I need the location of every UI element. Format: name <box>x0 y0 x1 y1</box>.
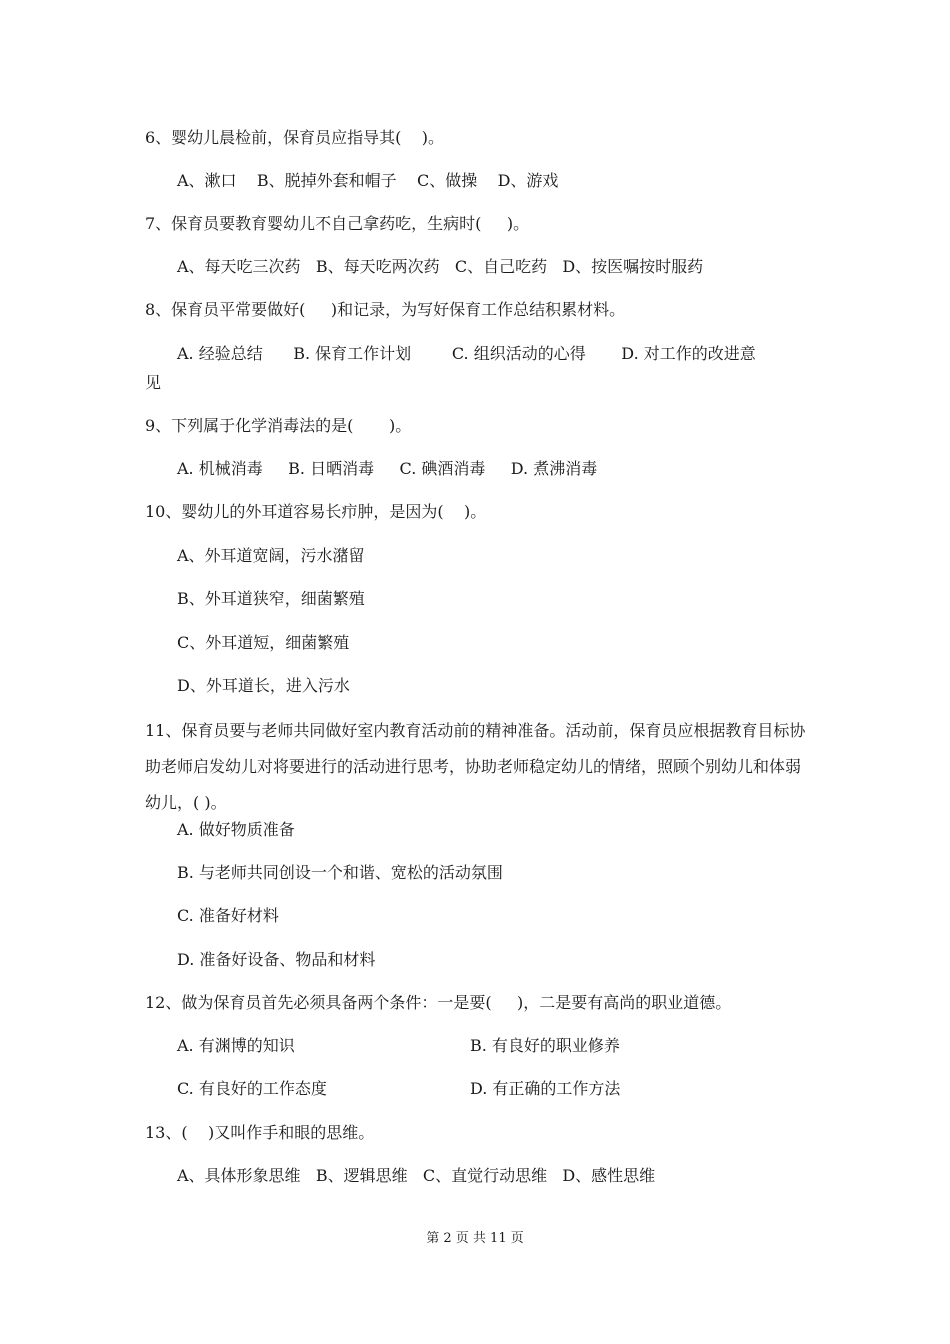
question-7-options: A、每天吃三次药 B、每天吃两次药 C、自己吃药 D、按医嘱按时服药 <box>177 257 704 276</box>
question-9-stem: 9、下列属于化学消毒法的是( )。 <box>145 416 412 435</box>
question-12-option-b: B. 有良好的职业修养 <box>470 1036 620 1055</box>
question-12-option-d: D. 有正确的工作方法 <box>470 1079 621 1098</box>
question-8-stem: 8、保育员平常要做好( )和记录，为写好保育工作总结积累材料。 <box>145 300 626 319</box>
question-12-option-c: C. 有良好的工作态度 <box>177 1079 327 1098</box>
question-13-options: A、具体形象思维 B、逻辑思维 C、直觉行动思维 D、感性思维 <box>177 1166 656 1185</box>
question-10-option-a: A、外耳道宽阔，污水潴留 <box>177 546 365 565</box>
question-12-stem: 12、做为保育员首先必须具备两个条件：一是要( )，二是要有高尚的职业道德。 <box>145 993 732 1012</box>
question-10-option-d: D、外耳道长，进入污水 <box>177 676 350 695</box>
question-10-stem: 10、婴幼儿的外耳道容易长疖肿，是因为( )。 <box>145 502 487 521</box>
question-12-option-a: A. 有渊博的知识 <box>177 1036 295 1055</box>
question-8-options: A. 经验总结 B. 保育工作计划 C. 组织活动的心得 D. 对工作的改进意 <box>177 344 756 363</box>
question-10-option-c: C、外耳道短，细菌繁殖 <box>177 633 350 652</box>
question-9-options: A. 机械消毒 B. 日晒消毒 C. 碘酒消毒 D. 煮沸消毒 <box>177 459 598 478</box>
question-11-option-c: C. 准备好材料 <box>177 906 279 925</box>
question-11-stem: 11、保育员要与老师共同做好室内教育活动前的精神准备。活动前，保育员应根据教育目标协助老师启发幼儿对将要进行的活动进行思考，协助老师稳定幼儿的情绪，照顾个别幼儿和体弱幼儿，( )。 <box>145 721 806 812</box>
question-10-option-b: B、外耳道狭窄，细菌繁殖 <box>177 589 365 608</box>
question-8-options-continued: 见 <box>145 373 162 392</box>
question-7-stem: 7、保育员要教育婴幼儿不自己拿药吃，生病时( )。 <box>145 214 530 233</box>
question-11-option-d: D. 准备好设备、物品和材料 <box>177 950 376 969</box>
question-11-option-b: B. 与老师共同创设一个和谐、宽松的活动氛围 <box>177 863 503 882</box>
question-13-stem: 13、( )又叫作手和眼的思维。 <box>145 1123 375 1142</box>
question-6-options: A、漱口 B、脱掉外套和帽子 C、做操 D、游戏 <box>177 171 559 190</box>
page-footer: 第 2 页 共 11 页 <box>426 1231 524 1246</box>
question-6-stem: 6、婴幼儿晨检前，保育员应指导其( )。 <box>145 128 445 147</box>
question-11-option-a: A. 做好物质准备 <box>177 820 295 839</box>
